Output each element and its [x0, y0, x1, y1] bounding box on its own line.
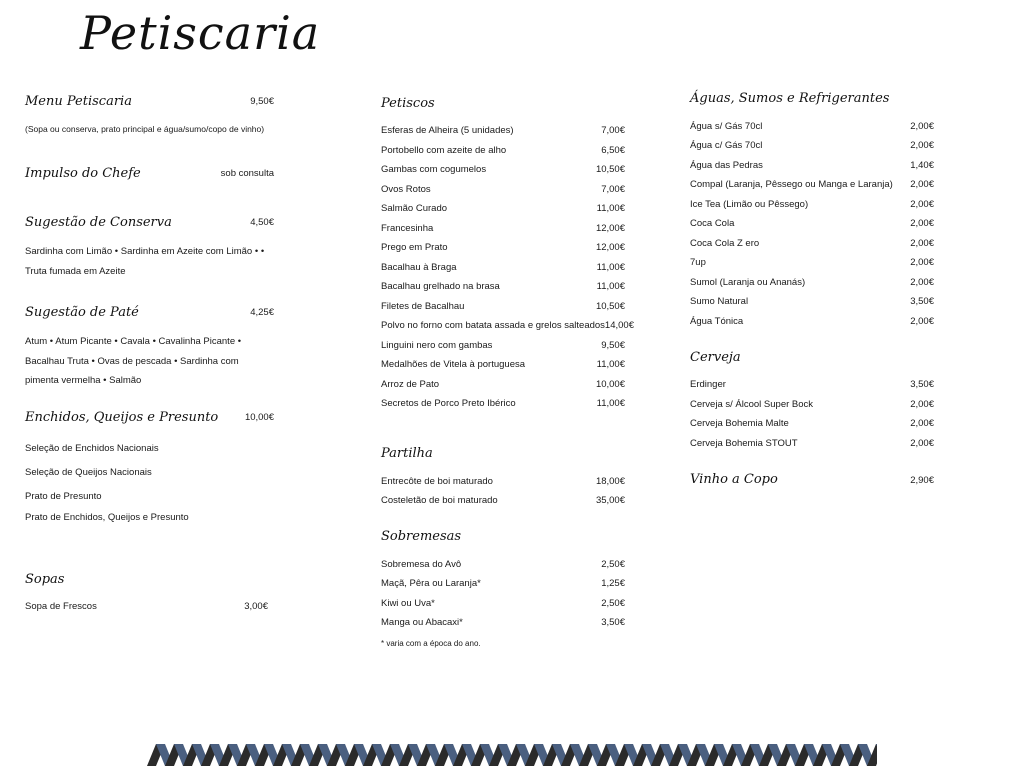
menu-item-name: Costeletão de boi maturado [381, 495, 498, 506]
menu-item-name: Cerveja s/ Álcool Super Bock [690, 399, 814, 410]
impulso-chefe-price: sob consulta [220, 168, 274, 179]
menu-item-price: 10,50€ [595, 301, 625, 312]
menu-item-row [381, 242, 625, 253]
menu-item-row [690, 140, 934, 151]
section-heading-impulso-chefe: Impulso do Chefe [25, 166, 141, 181]
menu-item-row [381, 223, 625, 234]
menu-item-price: 6,50€ [601, 145, 625, 156]
menu-item-row [381, 598, 625, 609]
menu-item-name: Bacalhau grelhado na brasa [381, 281, 500, 292]
menu-item-name: Coca Cola [690, 218, 735, 229]
conserva-description: Sardinha com Limão • Sardinha em Azeite com Limão • • Truta fumada em Azeite [25, 246, 265, 277]
menu-item-name: Manga ou Abacaxi* [381, 617, 463, 628]
menu-item-price: 2,00€ [910, 399, 934, 410]
menu-item-row [690, 218, 934, 229]
menu-item-price: 7,00€ [601, 184, 625, 195]
menu-item-price: 2,00€ [910, 238, 934, 249]
menu-item-row [690, 257, 934, 268]
section-heading-pate: Sugestão de Paté [25, 305, 139, 320]
menu-item-name: Sopa de Frescos [25, 601, 97, 612]
menu-item-price: 2,00€ [910, 418, 934, 429]
menu-item-name: Entrecôte de boi maturado [381, 476, 493, 487]
menu-item-row [381, 578, 625, 589]
menu-item-row [381, 320, 634, 331]
menu-item-row [690, 121, 934, 132]
menu-item-name: Cerveja Bohemia STOUT [690, 438, 798, 449]
section-heading-vinho: Vinho a Copo [690, 472, 778, 487]
menu-item-row [690, 316, 934, 327]
menu-item-row [690, 418, 934, 429]
pate-price: 4,25€ [250, 307, 274, 318]
menu-item-row [690, 379, 934, 390]
menu-item-price: 7,00€ [601, 125, 625, 136]
menu-item-row [381, 398, 625, 409]
menu-item-row [690, 399, 934, 410]
menu-item-price: 3,50€ [910, 296, 934, 307]
menu-item-row [381, 281, 625, 292]
menu-item-row [381, 617, 625, 628]
list-item: Prato de Enchidos, Queijos e Presunto [25, 512, 189, 523]
menu-item-name: Bacalhau à Braga [381, 262, 457, 273]
menu-item-row [381, 164, 625, 175]
menu-item-price: 11,00€ [596, 398, 625, 409]
menu-item-name: Arroz de Pato [381, 379, 440, 390]
menu-item-name: Ovos Rotos [381, 184, 431, 195]
menu-item-name: Sobremesa do Avô [381, 559, 462, 570]
menu-item-name: Linguini nero com gambas [381, 340, 493, 351]
menu-item-price: 1,25€ [601, 578, 625, 589]
menu-item-row [381, 262, 625, 273]
menu-item-row [381, 559, 625, 570]
menu-item-name: Kiwi ou Uva* [381, 598, 435, 609]
menu-item-price: 11,00€ [596, 281, 625, 292]
menu-petiscaria-note: (Sopa ou conserva, prato principal e água/sumo/copo de vinho) [25, 124, 265, 134]
menu-item-row [690, 438, 934, 449]
menu-item-name: Cerveja Bohemia Malte [690, 418, 789, 429]
enchidos-price: 10,00€ [244, 412, 274, 423]
section-heading-partilha: Partilha [381, 446, 433, 461]
menu-item-name: Água Tónica [690, 316, 744, 327]
section-heading-enchidos: Enchidos, Queijos e Presunto [25, 410, 219, 425]
menu-item-name: Água das Pedras [690, 160, 763, 171]
section-heading-aguas: Águas, Sumos e Refrigerantes [690, 91, 890, 106]
menu-item-name: Medalhões de Vitela à portuguesa [381, 359, 526, 370]
menu-item-name: Erdinger [690, 379, 726, 390]
menu-item-row [381, 203, 625, 214]
menu-item-price: 12,00€ [595, 242, 625, 253]
section-heading-cerveja: Cerveja [690, 350, 741, 365]
list-item: Seleção de Enchidos Nacionais [25, 443, 159, 454]
menu-item-row [381, 476, 625, 487]
menu-item-row [690, 199, 934, 210]
menu-item-price: 9,50€ [601, 340, 625, 351]
menu-item-price: 2,00€ [910, 257, 934, 268]
menu-item-name: Esferas de Alheira (5 unidades) [381, 125, 514, 136]
menu-item-price: 11,00€ [596, 203, 625, 214]
decorative-zigzag-border [147, 744, 877, 766]
menu-item-price: 2,00€ [910, 140, 934, 151]
menu-item-price: 11,00€ [596, 359, 625, 370]
menu-item-name: Água c/ Gás 70cl [690, 140, 763, 151]
menu-item-row [690, 179, 934, 190]
menu-item-price: 3,50€ [910, 379, 934, 390]
menu-item-price: 3,50€ [601, 617, 625, 628]
section-heading-petiscos: Petiscos [381, 96, 435, 111]
menu-item-price: 2,50€ [601, 559, 625, 570]
menu-item-row [690, 238, 934, 249]
menu-item-row [381, 379, 625, 390]
menu-item-name: Secretos de Porco Preto Ibérico [381, 398, 516, 409]
menu-item-name: Coca Cola Z ero [690, 238, 760, 249]
list-item: Seleção de Queijos Nacionais [25, 467, 152, 478]
menu-item-price: 12,00€ [595, 223, 625, 234]
menu-item-row [381, 301, 625, 312]
menu-item-price: 35,00€ [595, 495, 625, 506]
menu-item-price: 1,40€ [910, 160, 934, 171]
menu-item-name: Filetes de Bacalhau [381, 301, 465, 312]
menu-item-price: 10,50€ [595, 164, 625, 175]
pate-description: Atum • Atum Picante • Cavala • Cavalinha Picante • Bacalhau Truta • Ovas de pescada • Sardinha com pimenta vermelha • Salmão [25, 336, 242, 386]
vinho-row [690, 472, 934, 487]
menu-item-row [381, 359, 625, 370]
menu-item-name: Salmão Curado [381, 203, 448, 214]
menu-item-name: Maçã, Pêra ou Laranja* [381, 578, 481, 589]
menu-title: Petiscaria [80, 6, 321, 60]
menu-petiscaria-price: 9,50€ [250, 96, 274, 107]
menu-item-row [381, 495, 625, 506]
menu-item-name: Francesinha [381, 223, 434, 234]
menu-item-name: Gambas com cogumelos [381, 164, 487, 175]
seasonal-footnote: * varia com a época do ano. [381, 639, 481, 648]
menu-item-name: Polvo no forno com batata assada e grelos salteados [381, 320, 605, 331]
menu-item-price: 2,00€ [910, 199, 934, 210]
menu-item-row [690, 296, 934, 307]
list-item: Prato de Presunto [25, 491, 102, 502]
menu-item-name: Portobello com azeite de alho [381, 145, 507, 156]
menu-item-price: 2,50€ [601, 598, 625, 609]
menu-item-price: 14,00€ [604, 320, 634, 331]
menu-item-price: 3,00€ [244, 601, 268, 612]
menu-item-name: Água s/ Gás 70cl [690, 121, 763, 132]
menu-item-row [381, 184, 625, 195]
menu-item-price: 2,00€ [910, 179, 934, 190]
menu-item-price: 2,00€ [910, 121, 934, 132]
menu-item-name: Sumol (Laranja ou Ananás) [690, 277, 806, 288]
section-heading-sobremesas: Sobremesas [381, 529, 462, 544]
menu-item-row [381, 125, 625, 136]
menu-item-row [690, 160, 934, 171]
menu-item-row [690, 277, 934, 288]
menu-item-price: 11,00€ [596, 262, 625, 273]
menu-item-name: Prego em Prato [381, 242, 448, 253]
menu-item-price: 10,00€ [595, 379, 625, 390]
menu-item-price: 2,00€ [910, 218, 934, 229]
menu-item-name: 7up [690, 257, 706, 268]
section-heading-sopas: Sopas [25, 572, 65, 587]
menu-item-price: 2,00€ [910, 316, 934, 327]
section-heading-conserva: Sugestão de Conserva [25, 215, 172, 230]
menu-item-price: 2,00€ [910, 277, 934, 288]
menu-item-name: Sumo Natural [690, 296, 749, 307]
menu-item-price: 18,00€ [595, 476, 625, 487]
vinho-price: 2,90€ [910, 475, 934, 486]
menu-item-name: Ice Tea (Limão ou Pêssego) [690, 199, 809, 210]
menu-item-row [381, 145, 625, 156]
section-heading-menu-petiscaria: Menu Petiscaria [25, 94, 132, 109]
menu-item-name: Compal (Laranja, Pêssego ou Manga e Laranja) [690, 179, 893, 190]
conserva-price: 4,50€ [250, 217, 274, 228]
menu-item-row [381, 340, 625, 351]
menu-item-price: 2,00€ [910, 438, 934, 449]
